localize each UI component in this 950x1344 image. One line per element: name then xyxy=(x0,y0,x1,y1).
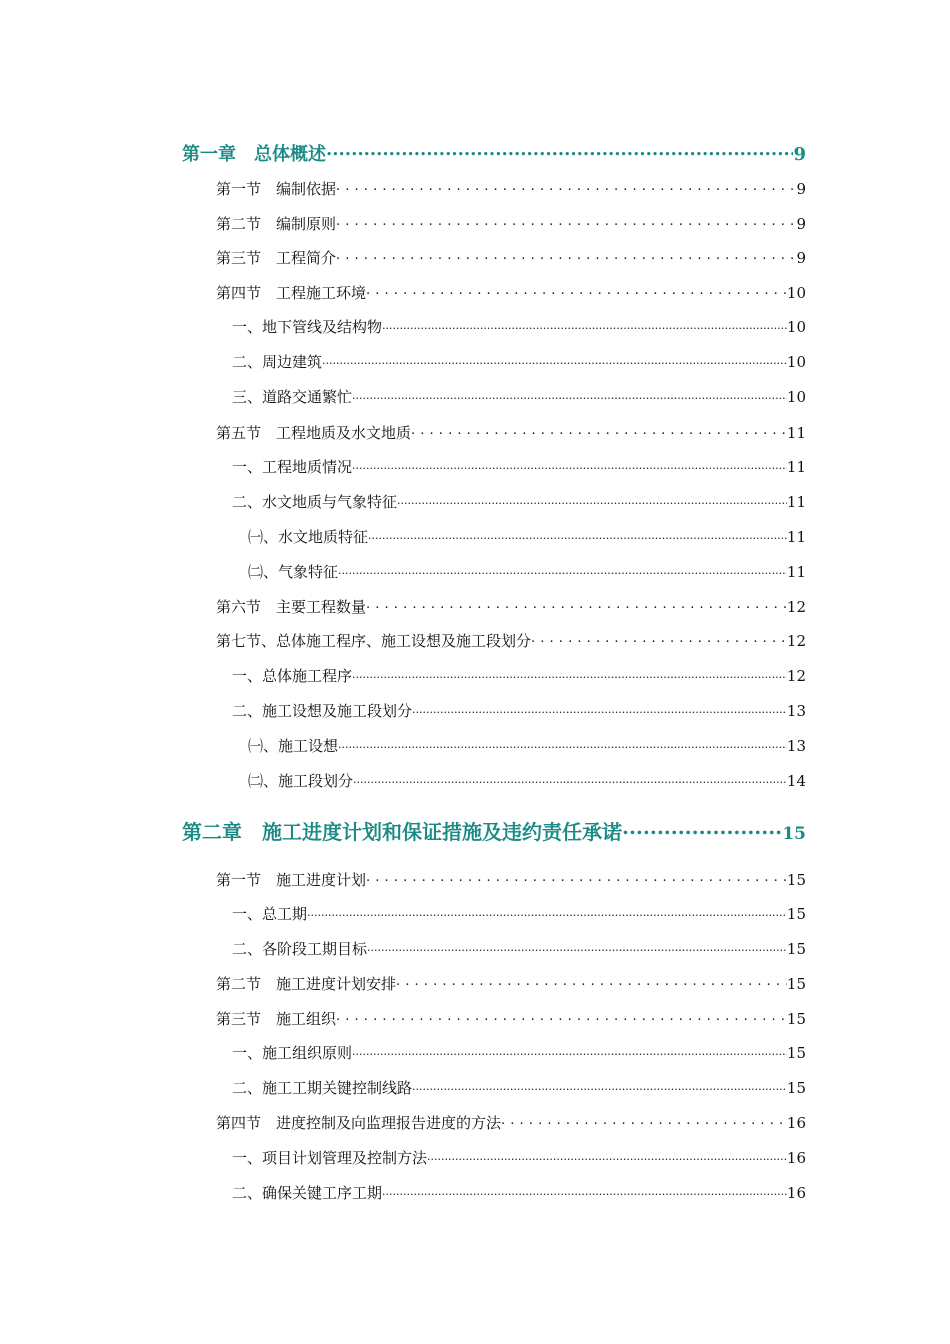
toc-entry-title: 第二节 编制原则 xyxy=(216,215,337,233)
toc-page-number: 15 xyxy=(786,1010,806,1028)
toc-subitem[interactable] xyxy=(248,526,806,547)
toc-page-number: 15 xyxy=(786,940,806,958)
toc-item[interactable] xyxy=(232,491,806,512)
toc-item[interactable] xyxy=(232,316,806,337)
toc-page-number: 16 xyxy=(786,1149,806,1167)
toc-entry-title: 二、施工设想及施工段划分 xyxy=(232,702,413,720)
toc-section[interactable] xyxy=(216,422,806,443)
toc-page-number: 11 xyxy=(786,528,806,546)
toc-section[interactable] xyxy=(216,1112,806,1133)
toc-page-number: 15 xyxy=(786,1044,806,1062)
toc-entry-title: 第一节 编制依据 xyxy=(216,180,337,198)
toc-page-number: 15 xyxy=(786,871,806,889)
toc-entry-title: 第一节 施工进度计划 xyxy=(216,871,367,889)
toc-item[interactable] xyxy=(232,351,806,372)
toc-section[interactable] xyxy=(216,869,806,890)
toc-page-number: 12 xyxy=(786,667,806,685)
toc-section[interactable] xyxy=(216,1008,806,1029)
toc-entry-title: 一、地下管线及结构物 xyxy=(232,318,383,336)
toc-entry-title: 第六节 主要工程数量 xyxy=(216,598,367,616)
toc-item[interactable] xyxy=(232,665,806,686)
toc-entry-title: 第四节 工程施工环境 xyxy=(216,284,367,302)
toc-section[interactable] xyxy=(216,247,806,268)
toc-entry-title: 一、施工组织原则 xyxy=(232,1044,353,1062)
toc-page-number: 13 xyxy=(786,702,806,720)
toc-page-number: 15 xyxy=(782,824,806,844)
toc-page-number: 15 xyxy=(786,905,806,923)
toc-entry-title: 一、项目计划管理及控制方法 xyxy=(232,1149,428,1167)
toc-item[interactable] xyxy=(232,386,806,407)
toc-entry-title: ㈡、施工段划分 xyxy=(248,772,354,790)
toc-page-number: 11 xyxy=(786,424,806,442)
toc-entry-title: 二、确保关键工序工期 xyxy=(232,1184,383,1202)
toc-entry-title: 第七节、总体施工程序、施工设想及施工段划分 xyxy=(216,632,532,650)
toc-page-number: 12 xyxy=(786,632,806,650)
toc-page-number: 10 xyxy=(786,284,806,302)
toc-section[interactable] xyxy=(216,973,806,994)
toc-item[interactable] xyxy=(232,1147,806,1168)
toc-entry-title: 第一章 总体概述 xyxy=(182,144,326,165)
toc-page-number: 16 xyxy=(786,1184,806,1202)
toc-item[interactable] xyxy=(232,456,806,477)
toc-entry-title: 第三节 工程简介 xyxy=(216,249,337,267)
toc-entry-title: 二、施工工期关键控制线路 xyxy=(232,1079,413,1097)
toc-entry-title: 第二章 施工进度计划和保证措施及违约责任承诺 xyxy=(182,820,622,844)
toc-entry-title: 第二节 施工进度计划安排 xyxy=(216,975,397,993)
toc-item[interactable] xyxy=(232,700,806,721)
toc-entry-title: ㈠、水文地质特征 xyxy=(248,528,369,546)
toc-page-number: 16 xyxy=(786,1114,806,1132)
toc-section[interactable] xyxy=(216,213,806,234)
toc-page-number: 9 xyxy=(796,180,806,198)
toc-chapter[interactable] xyxy=(182,140,806,166)
toc-section[interactable] xyxy=(216,178,806,199)
toc-entry-title: 第四节 进度控制及向监理报告进度的方法 xyxy=(216,1114,502,1132)
toc-page-number: 10 xyxy=(786,388,806,406)
toc-item[interactable] xyxy=(232,1077,806,1098)
toc-entry-title: 一、总工期 xyxy=(232,905,308,923)
toc-page-number: 10 xyxy=(786,353,806,371)
toc-page-number: 9 xyxy=(796,215,806,233)
toc-page-number: 13 xyxy=(786,737,806,755)
toc-entry-title: 二、水文地质与气象特征 xyxy=(232,493,398,511)
toc-subitem[interactable] xyxy=(248,561,806,582)
toc-section[interactable] xyxy=(216,596,806,617)
toc-section[interactable] xyxy=(216,630,806,651)
toc-page-number: 14 xyxy=(786,772,806,790)
toc-page-number: 11 xyxy=(786,493,806,511)
toc-item[interactable] xyxy=(232,903,806,924)
toc-page-number: 11 xyxy=(786,458,806,476)
toc-page-number: 15 xyxy=(786,975,806,993)
toc-item[interactable] xyxy=(232,1182,806,1203)
toc-entry-title: ㈠、施工设想 xyxy=(248,737,339,755)
toc-page-number: 15 xyxy=(786,1079,806,1097)
toc-chapter[interactable] xyxy=(182,816,806,845)
toc-entry-title: 第五节 工程地质及水文地质 xyxy=(216,424,412,442)
toc-entry-title: 二、各阶段工期目标 xyxy=(232,940,368,958)
toc-page-number: 9 xyxy=(793,144,806,165)
toc-subitem[interactable] xyxy=(248,770,806,791)
toc-entry-title: 三、道路交通繁忙 xyxy=(232,388,353,406)
toc-entry-title: 一、工程地质情况 xyxy=(232,458,353,476)
toc-page-number: 11 xyxy=(786,563,806,581)
toc-entry-title: 一、总体施工程序 xyxy=(232,667,353,685)
toc-page-number: 10 xyxy=(786,318,806,336)
toc-entry-title: ㈡、气象特征 xyxy=(248,563,339,581)
toc-subitem[interactable] xyxy=(248,735,806,756)
toc-section[interactable] xyxy=(216,282,806,303)
toc-item[interactable] xyxy=(232,938,806,959)
toc-entry-title: 二、周边建筑 xyxy=(232,353,323,371)
toc-item[interactable] xyxy=(232,1042,806,1063)
toc-page-number: 12 xyxy=(786,598,806,616)
toc-page-number: 9 xyxy=(796,249,806,267)
toc-entry-title: 第三节 施工组织 xyxy=(216,1010,337,1028)
